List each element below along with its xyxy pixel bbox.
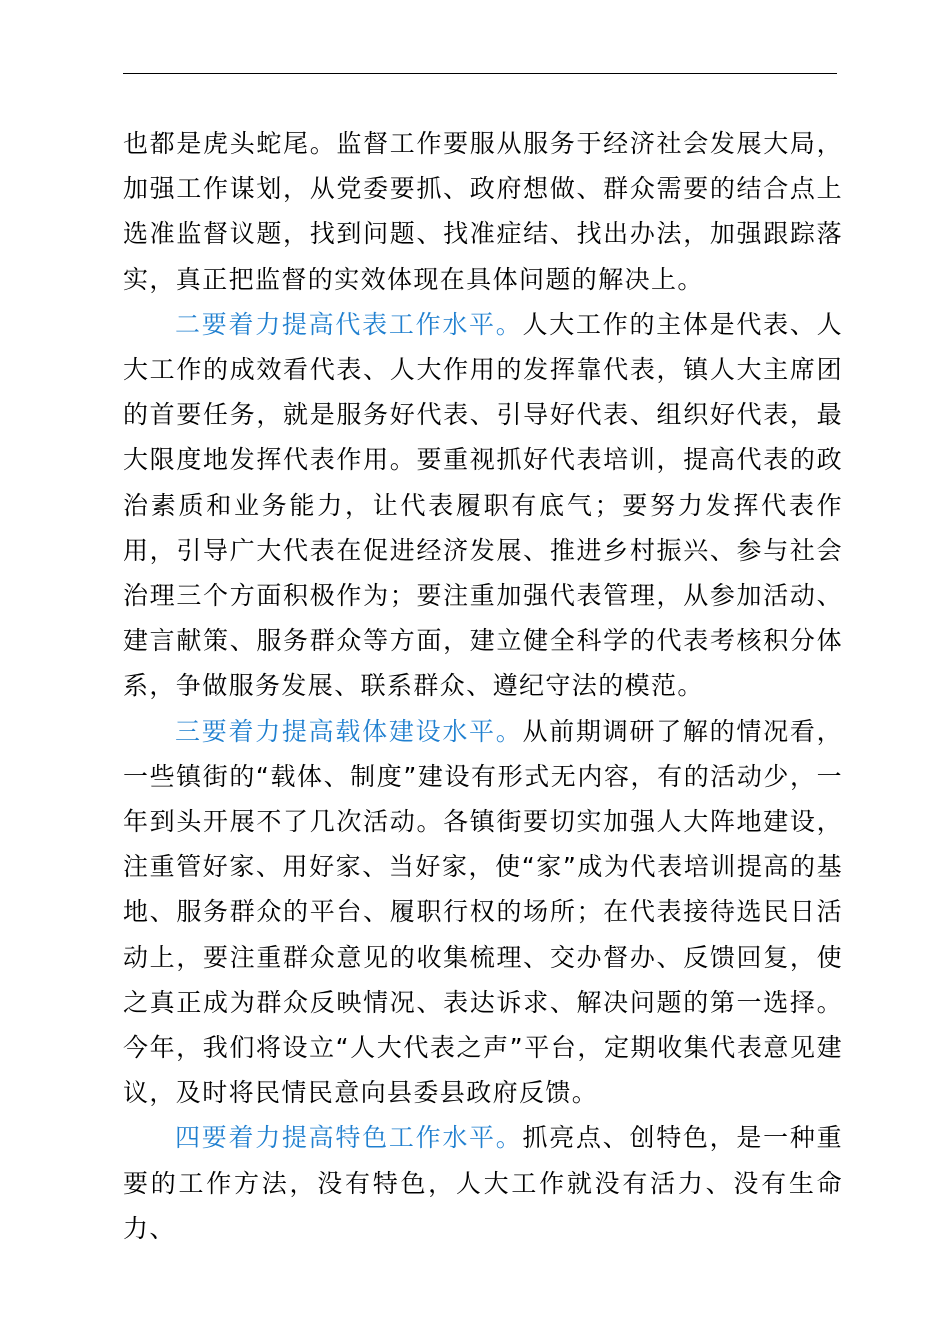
paragraph-heading: 三要着力提高载体建设水平。 bbox=[175, 716, 523, 746]
document-body bbox=[123, 121, 843, 1251]
paragraph-continuation bbox=[123, 121, 843, 302]
paragraph-body: 从前期调研了解的情况看，一些镇街的“载体、制度”建设有形式无内容，有的活动少，一年到头开展不了几次活动。各镇街要切实加强人大阵地建设，注重管好家、用好家、当好家，使“家”成为代表培训提高的基地、服务群众的平台、履职行权的场所；在代表接待选民日活动上，要注重群众意见的收集梳理、交办督办、反馈回复，使之真正成为群众反映情况、表达诉求、解决问题的第一选择。今年，我们将设立“人大代表之声”平台，定期收集代表意见建议，及时将民情民意向县委县政府反馈。 bbox=[123, 716, 843, 1108]
paragraph-heading: 二要着力提高代表工作水平。 bbox=[175, 309, 523, 339]
paragraph-heading: 四要着力提高特色工作水平。 bbox=[175, 1123, 523, 1153]
paragraph-distinctive-work bbox=[123, 1115, 843, 1251]
paragraph-body: 人大工作的主体是代表、人大工作的成效看代表、人大作用的发挥靠代表，镇人大主席团的首要任务，就是服务好代表、引导好代表、组织好代表，最大限度地发挥代表作用。要重视抓好代表培训，提高代表的政治素质和业务能力，让代表履职有底气；要努力发挥代表作用，引导广大代表在促进经济发展、推进乡村振兴、参与社会治理三个方面积极作为；要注重加强代表管理，从参加活动、建言献策、服务群众等方面，建立健全科学的代表考核积分体系，争做服务发展、联系群众、遵纪守法的模范。 bbox=[123, 309, 843, 701]
paragraph-representative-work bbox=[123, 302, 843, 709]
paragraph-body: 也都是虎头蛇尾。监督工作要服从服务于经济社会发展大局，加强工作谋划，从党委要抓、政府想做、群众需要的结合点上选准监督议题，找到问题、找准症结、找出办法，加强跟踪落实，真正把监督的实效体现在具体问题的解决上。 bbox=[123, 129, 843, 294]
paragraph-carrier-construction bbox=[123, 709, 843, 1116]
paragraph-body: 抓亮点、创特色，是一种重要的工作方法，没有特色，人大工作就没有活力、没有生命力、 bbox=[123, 1123, 843, 1243]
header-rule bbox=[123, 73, 837, 74]
